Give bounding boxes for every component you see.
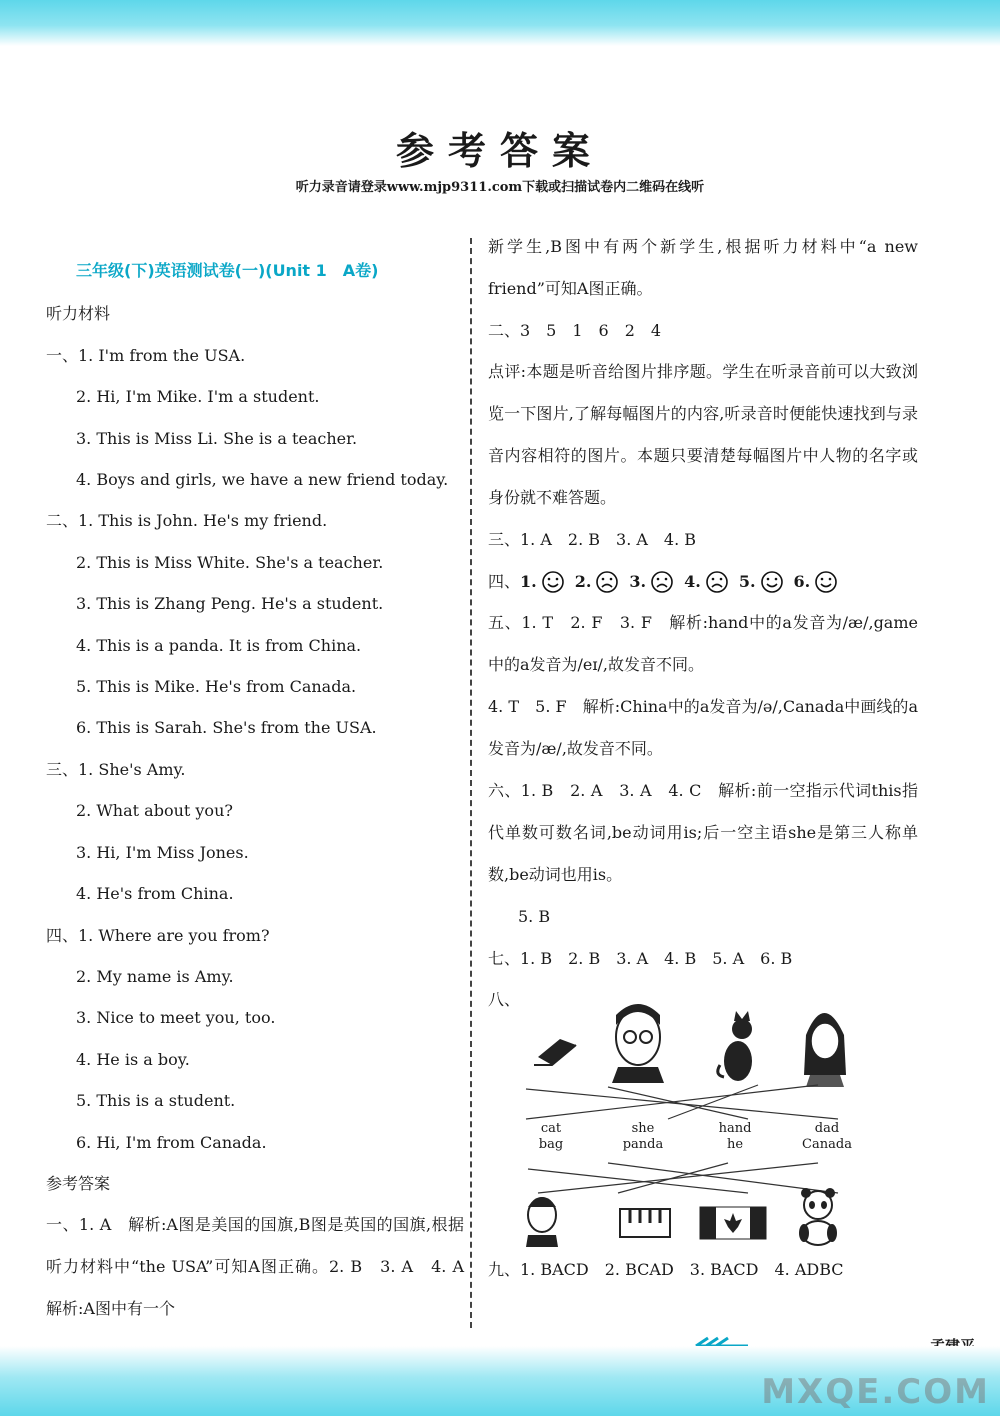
answer-paragraph: 4. T 5. F 解析:China中的a发音为/ə/,Canada中画线的a发音为/æ/,故发音不同。 bbox=[488, 697, 918, 759]
answer-paragraph: 五、1. T 2. F 3. F 解析:hand中的a发音为/æ/,game中的a发音为/eɪ/,故发音不同。 bbox=[488, 613, 918, 675]
sad-face-icon bbox=[650, 570, 674, 594]
book-icon bbox=[534, 1039, 576, 1065]
watermark: MXQE.COM bbox=[761, 1372, 990, 1412]
smiley-number: 2. bbox=[574, 571, 592, 591]
matching-drawing bbox=[488, 979, 908, 1249]
smiley-answer bbox=[794, 561, 839, 602]
page-title: 参考答案 bbox=[395, 128, 604, 173]
canada-flag-icon bbox=[700, 1207, 766, 1239]
listening-line: 4. This is a panda. It is from China. bbox=[76, 635, 362, 655]
smiley-number: 4. bbox=[684, 571, 701, 591]
match-word-cat bbox=[516, 1121, 586, 1153]
listening-line: 一、1. I'm from the USA. bbox=[46, 345, 246, 365]
sad-face-icon bbox=[595, 570, 619, 594]
listening-line: 5. This is a student. bbox=[76, 1091, 236, 1111]
listening-line: 二、1. This is John. He's my friend. bbox=[46, 511, 328, 531]
unit-header: 三年级(下)英语测试卷(一)(Unit 1 A卷) bbox=[76, 261, 379, 280]
boy-glasses-icon bbox=[612, 1004, 664, 1083]
answer-line: 三、1. A 2. B 3. A 4. B bbox=[488, 530, 697, 550]
bag-icon bbox=[620, 1209, 670, 1237]
answer-line: 5. B bbox=[518, 907, 551, 927]
match-word-bottom: he bbox=[726, 1137, 744, 1153]
listening-line: 3. This is Zhang Peng. He's a student. bbox=[76, 594, 384, 614]
listening-line: 三、1. She's Amy. bbox=[46, 759, 186, 779]
listening-line: 四、1. Where are you from? bbox=[46, 925, 270, 945]
listening-label: 听力材料 bbox=[46, 304, 111, 324]
match-word-bottom: panda bbox=[622, 1137, 664, 1153]
top-decorative-band bbox=[0, 0, 1000, 46]
page-subtitle: 听力录音请登录www.mjp9311.com下载或扫描试卷内二维码在线听 bbox=[295, 180, 705, 195]
sad-face-icon bbox=[705, 570, 729, 594]
cat-icon bbox=[718, 1011, 752, 1081]
column-divider bbox=[470, 238, 472, 1328]
match-word-bottom: bag bbox=[538, 1137, 564, 1153]
listening-line: 3. Hi, I'm Miss Jones. bbox=[76, 842, 249, 862]
panda-icon bbox=[799, 1188, 837, 1245]
happy-face-icon bbox=[760, 570, 784, 594]
listening-line: 3. Nice to meet you, too. bbox=[76, 1008, 276, 1028]
girl-icon bbox=[804, 1013, 846, 1087]
answer-paragraph: 六、1. B 2. A 3. A 4. C 解析:前一空指示代词this指代单数可数名词,be动词用is;后一空主语she是第三人称单数,be动词也用is。 bbox=[488, 781, 918, 885]
smiley-answer bbox=[739, 561, 784, 602]
match-word-dad bbox=[792, 1121, 862, 1153]
match-word-top: she bbox=[631, 1121, 655, 1137]
right-column bbox=[488, 226, 918, 1290]
smiley-answer bbox=[629, 561, 674, 602]
happy-face-icon bbox=[814, 570, 838, 594]
smiley-number: 5. bbox=[738, 571, 756, 591]
section-prefix: 四、 bbox=[488, 571, 521, 591]
listening-line: 6. This is Sarah. She's from the USA. bbox=[76, 718, 377, 738]
listening-line: 4. He's from China. bbox=[76, 884, 234, 904]
boy-icon bbox=[526, 1197, 558, 1247]
matching-figure bbox=[488, 979, 908, 1249]
answer-line: 二、3 5 1 6 2 4 bbox=[488, 321, 662, 340]
match-word-bottom: Canada bbox=[802, 1137, 852, 1153]
match-word-she bbox=[608, 1121, 678, 1153]
listening-line: 2. What about you? bbox=[76, 801, 233, 821]
smiley-answer bbox=[575, 561, 620, 602]
smiley-answer-row bbox=[488, 561, 918, 602]
smiley-answer bbox=[520, 561, 565, 602]
happy-face-icon bbox=[541, 570, 565, 594]
answer-line: 七、1. B 2. B 3. A 4. B 5. A 6. B bbox=[488, 948, 793, 968]
answer-line: 九、1. BACD 2. BCAD 3. BACD 4. ADBC bbox=[488, 1260, 844, 1280]
left-column bbox=[46, 250, 481, 1330]
listening-line: 6. Hi, I'm from Canada. bbox=[76, 1132, 267, 1152]
smiley-number: 3. bbox=[629, 571, 647, 591]
listening-line: 4. He is a boy. bbox=[76, 1049, 190, 1069]
listening-line: 2. This is Miss White. She's a teacher. bbox=[76, 552, 384, 572]
match-word-top: dad bbox=[814, 1121, 840, 1137]
comment-paragraph: 点评:本题是听音给图片排序题。学生在听录音前可以大致浏览一下图片,了解每幅图片的内容,听录音时便能快速找到与录音内容相符的图片。本题只要清楚每幅图片中人物的名字或身份就不难答题。 bbox=[488, 362, 918, 508]
listening-line: 5. This is Mike. He's from Canada. bbox=[76, 677, 357, 697]
listening-line: 4. Boys and girls, we have a new friend today. bbox=[76, 470, 449, 490]
match-word-top: cat bbox=[540, 1121, 562, 1137]
answer-paragraph: 一、1. A 解析:A图是美国的国旗,B图是英国的国旗,根据听力材料中“the USA”可知A图正确。2. B 3. A 4. A 解析:A图中有一个 bbox=[46, 1215, 481, 1319]
answers-label: 参考答案 bbox=[46, 1173, 111, 1193]
smiley-number: 1. bbox=[520, 571, 537, 591]
listening-line: 3. This is Miss Li. She is a teacher. bbox=[76, 428, 358, 448]
match-word-hand bbox=[700, 1121, 770, 1153]
smiley-answer bbox=[684, 561, 729, 602]
listening-line: 2. Hi, I'm Mike. I'm a student. bbox=[76, 387, 320, 407]
match-word-top: hand bbox=[718, 1121, 752, 1137]
answer-paragraph: 新学生,B图中有两个新学生,根据听力材料中“a new friend”可知A图正确。 bbox=[488, 237, 918, 298]
listening-line: 2. My name is Amy. bbox=[76, 966, 234, 986]
smiley-number: 6. bbox=[793, 571, 811, 591]
section-prefix: 八、 bbox=[488, 990, 521, 1010]
